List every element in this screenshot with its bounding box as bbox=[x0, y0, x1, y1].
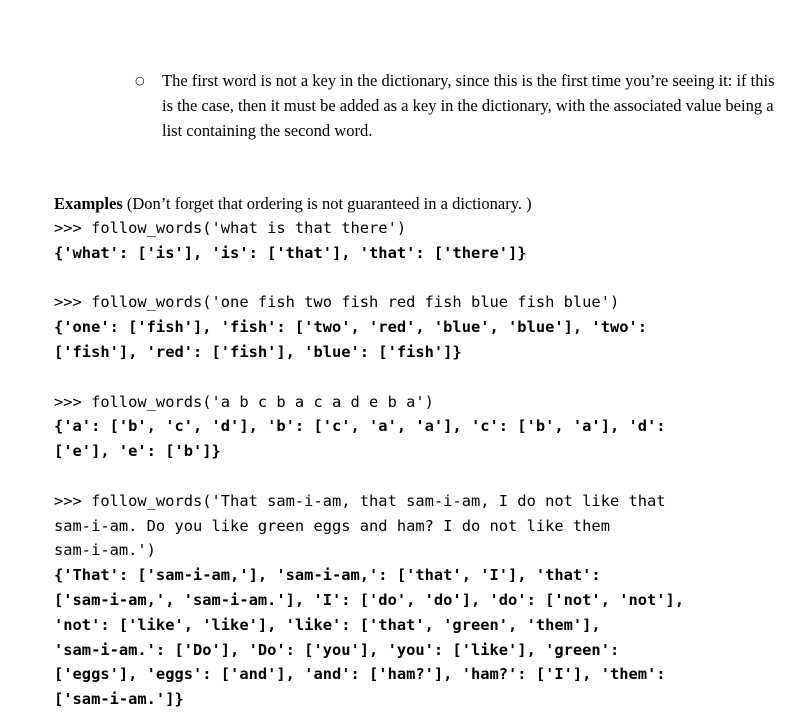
bullet-text: The first word is not a key in the dictionary, since this is the first time you’re seeing it: if this is the case, then it must be added as a key in the dictionary, with the associated value being a list containing the second word. bbox=[162, 71, 775, 140]
example-2 bbox=[54, 290, 784, 364]
examples-section bbox=[54, 191, 784, 712]
example-4 bbox=[54, 489, 784, 712]
example-3 bbox=[54, 390, 784, 464]
examples-heading bbox=[54, 191, 784, 216]
examples-heading-bold: Examples bbox=[54, 194, 123, 213]
example-call: >>> follow_words('one fish two fish red fish blue fish blue') bbox=[54, 293, 620, 312]
example-result: {'That': ['sam-i-am,'], 'sam-i-am,': ['that', 'I'], 'that': ['sam-i-am,', 'sam-i-am.'], 'I': ['do', 'do'], 'do': ['not', 'not'], 'not': ['like', 'like'], 'like': ['that', 'green', 'them'], 'sam-i-am.': ['Do'], 'Do': ['you'], 'you': ['like'], 'green': ['eggs'], 'eggs': ['and'], 'and': ['ham?'], 'ham?': ['I'], 'them': ['sam-i-am.']} bbox=[54, 566, 685, 709]
example-call: >>> follow_words('That sam-i-am, that sam-i-am, I do not like that sam-i-am. Do you like green eggs and ham? I do not like them sam-i-am.') bbox=[54, 491, 666, 560]
example-call: >>> follow_words('a b c b a c a d e b a') bbox=[54, 392, 434, 411]
example-result: {'a': ['b', 'c', 'd'], 'b': ['c', 'a', 'a'], 'c': ['b', 'a'], 'd': ['e'], 'e': ['b']} bbox=[54, 417, 666, 461]
example-1 bbox=[54, 216, 784, 266]
bullet-list-item bbox=[135, 68, 775, 143]
hollow-circle-bullet-icon: ○ bbox=[135, 74, 145, 87]
example-call: >>> follow_words('what is that there') bbox=[54, 219, 407, 237]
examples-heading-note: (Don’t forget that ordering is not guaranteed in a dictionary. ) bbox=[122, 194, 532, 213]
example-result: {'what': ['is'], 'is': ['that'], 'that': ['there']} bbox=[54, 243, 527, 262]
example-result: {'one': ['fish'], 'fish': ['two', 'red', 'blue', 'blue'], 'two': ['fish'], 'red': ['fish'], 'blue': ['fish']} bbox=[54, 318, 648, 361]
